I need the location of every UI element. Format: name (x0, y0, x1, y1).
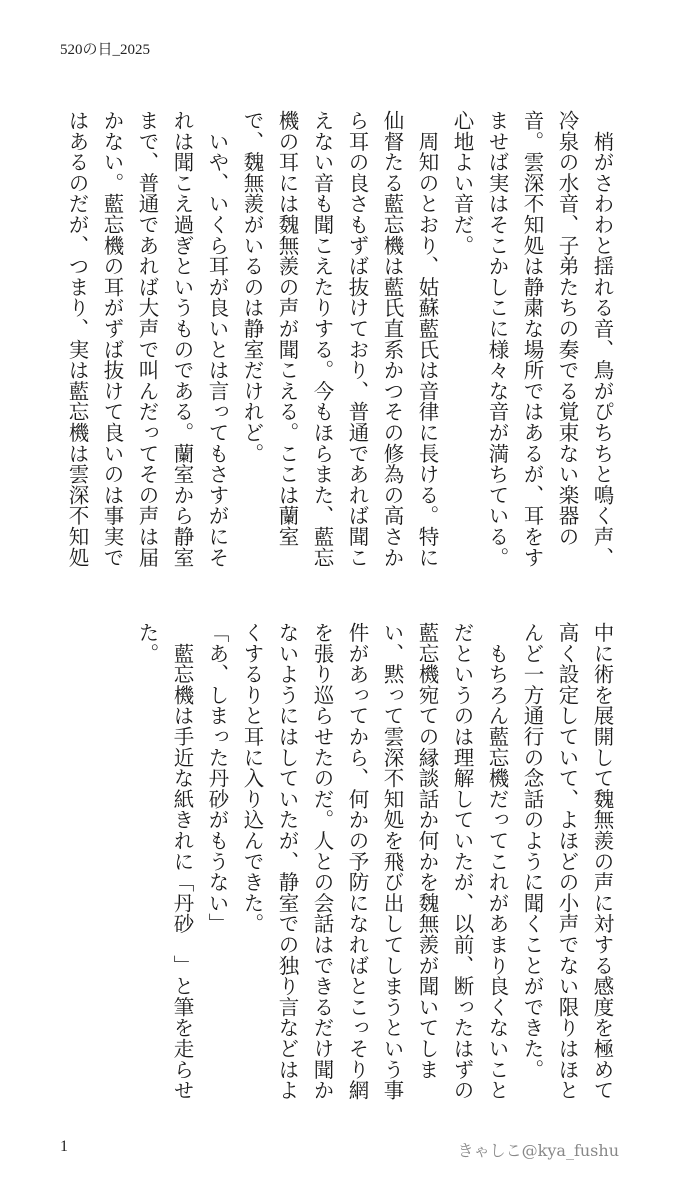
page-number: 1 (60, 1138, 68, 1155)
body-text-top: 梢がさわわと揺れる音、鳥がぴちちと鳴く声、冷泉の水音、子弟たちの奏でる覚束ない楽器の音。雲深不知処は静粛な場所ではあるが、耳をすませば実はそこかしこに様々な音が満ちている。心地よい音だ。 周知のとおり、姑蘇藍氏は音律に長ける。特に仙督たる藍忘機は藍氏直系かつその修為の高さから耳の良さもずば抜けており、普通であれば聞こえない音も聞こえたりする。今もほらまた、藍忘機の耳には魏無羨の声が聞こえる。ここは蘭室で、魏無羨がいるのは静室だけれど。 いや、いくら耳が良いとは言ってもさすがにそれは聞こえ過ぎというものである。蘭室から静室まで、普通であれば大声で叫んだってその声は届かない。藍忘機の耳がずば抜けて良いのは事実ではあるのだが、つまり、実は藍忘機は雲深不知処 (65, 110, 614, 568)
body-text-bottom: 中に術を展開して魏無羨の声に対する感度を極めて高く設定していて、よほどの小声でない限りはほとんど一方通行の念話のように聞くことができた。 もちろん藍忘機だってこれがあまり良くないことだというのは理解していたが、以前、断ったはずの藍忘機宛ての縁談話か何かを魏無羨が聞いてしまい、黙って雲深不知処を飛び出してしまうという事件があってから、何かの予防になればとこっそり網を張り巡らせたのだ。人との会話はできるだけ聞かないようにはしていたが、静室での独り言などはよくするりと耳に入り込んできた。 「あ、しまった丹砂がもうない」 藍忘機は手近な紙きれに「丹砂 」と筆を走らせた。 (135, 622, 614, 1101)
author-credit: きゃしこ@kya_fushu (457, 1141, 619, 1160)
document-title: 520の日_2025 (60, 42, 151, 58)
